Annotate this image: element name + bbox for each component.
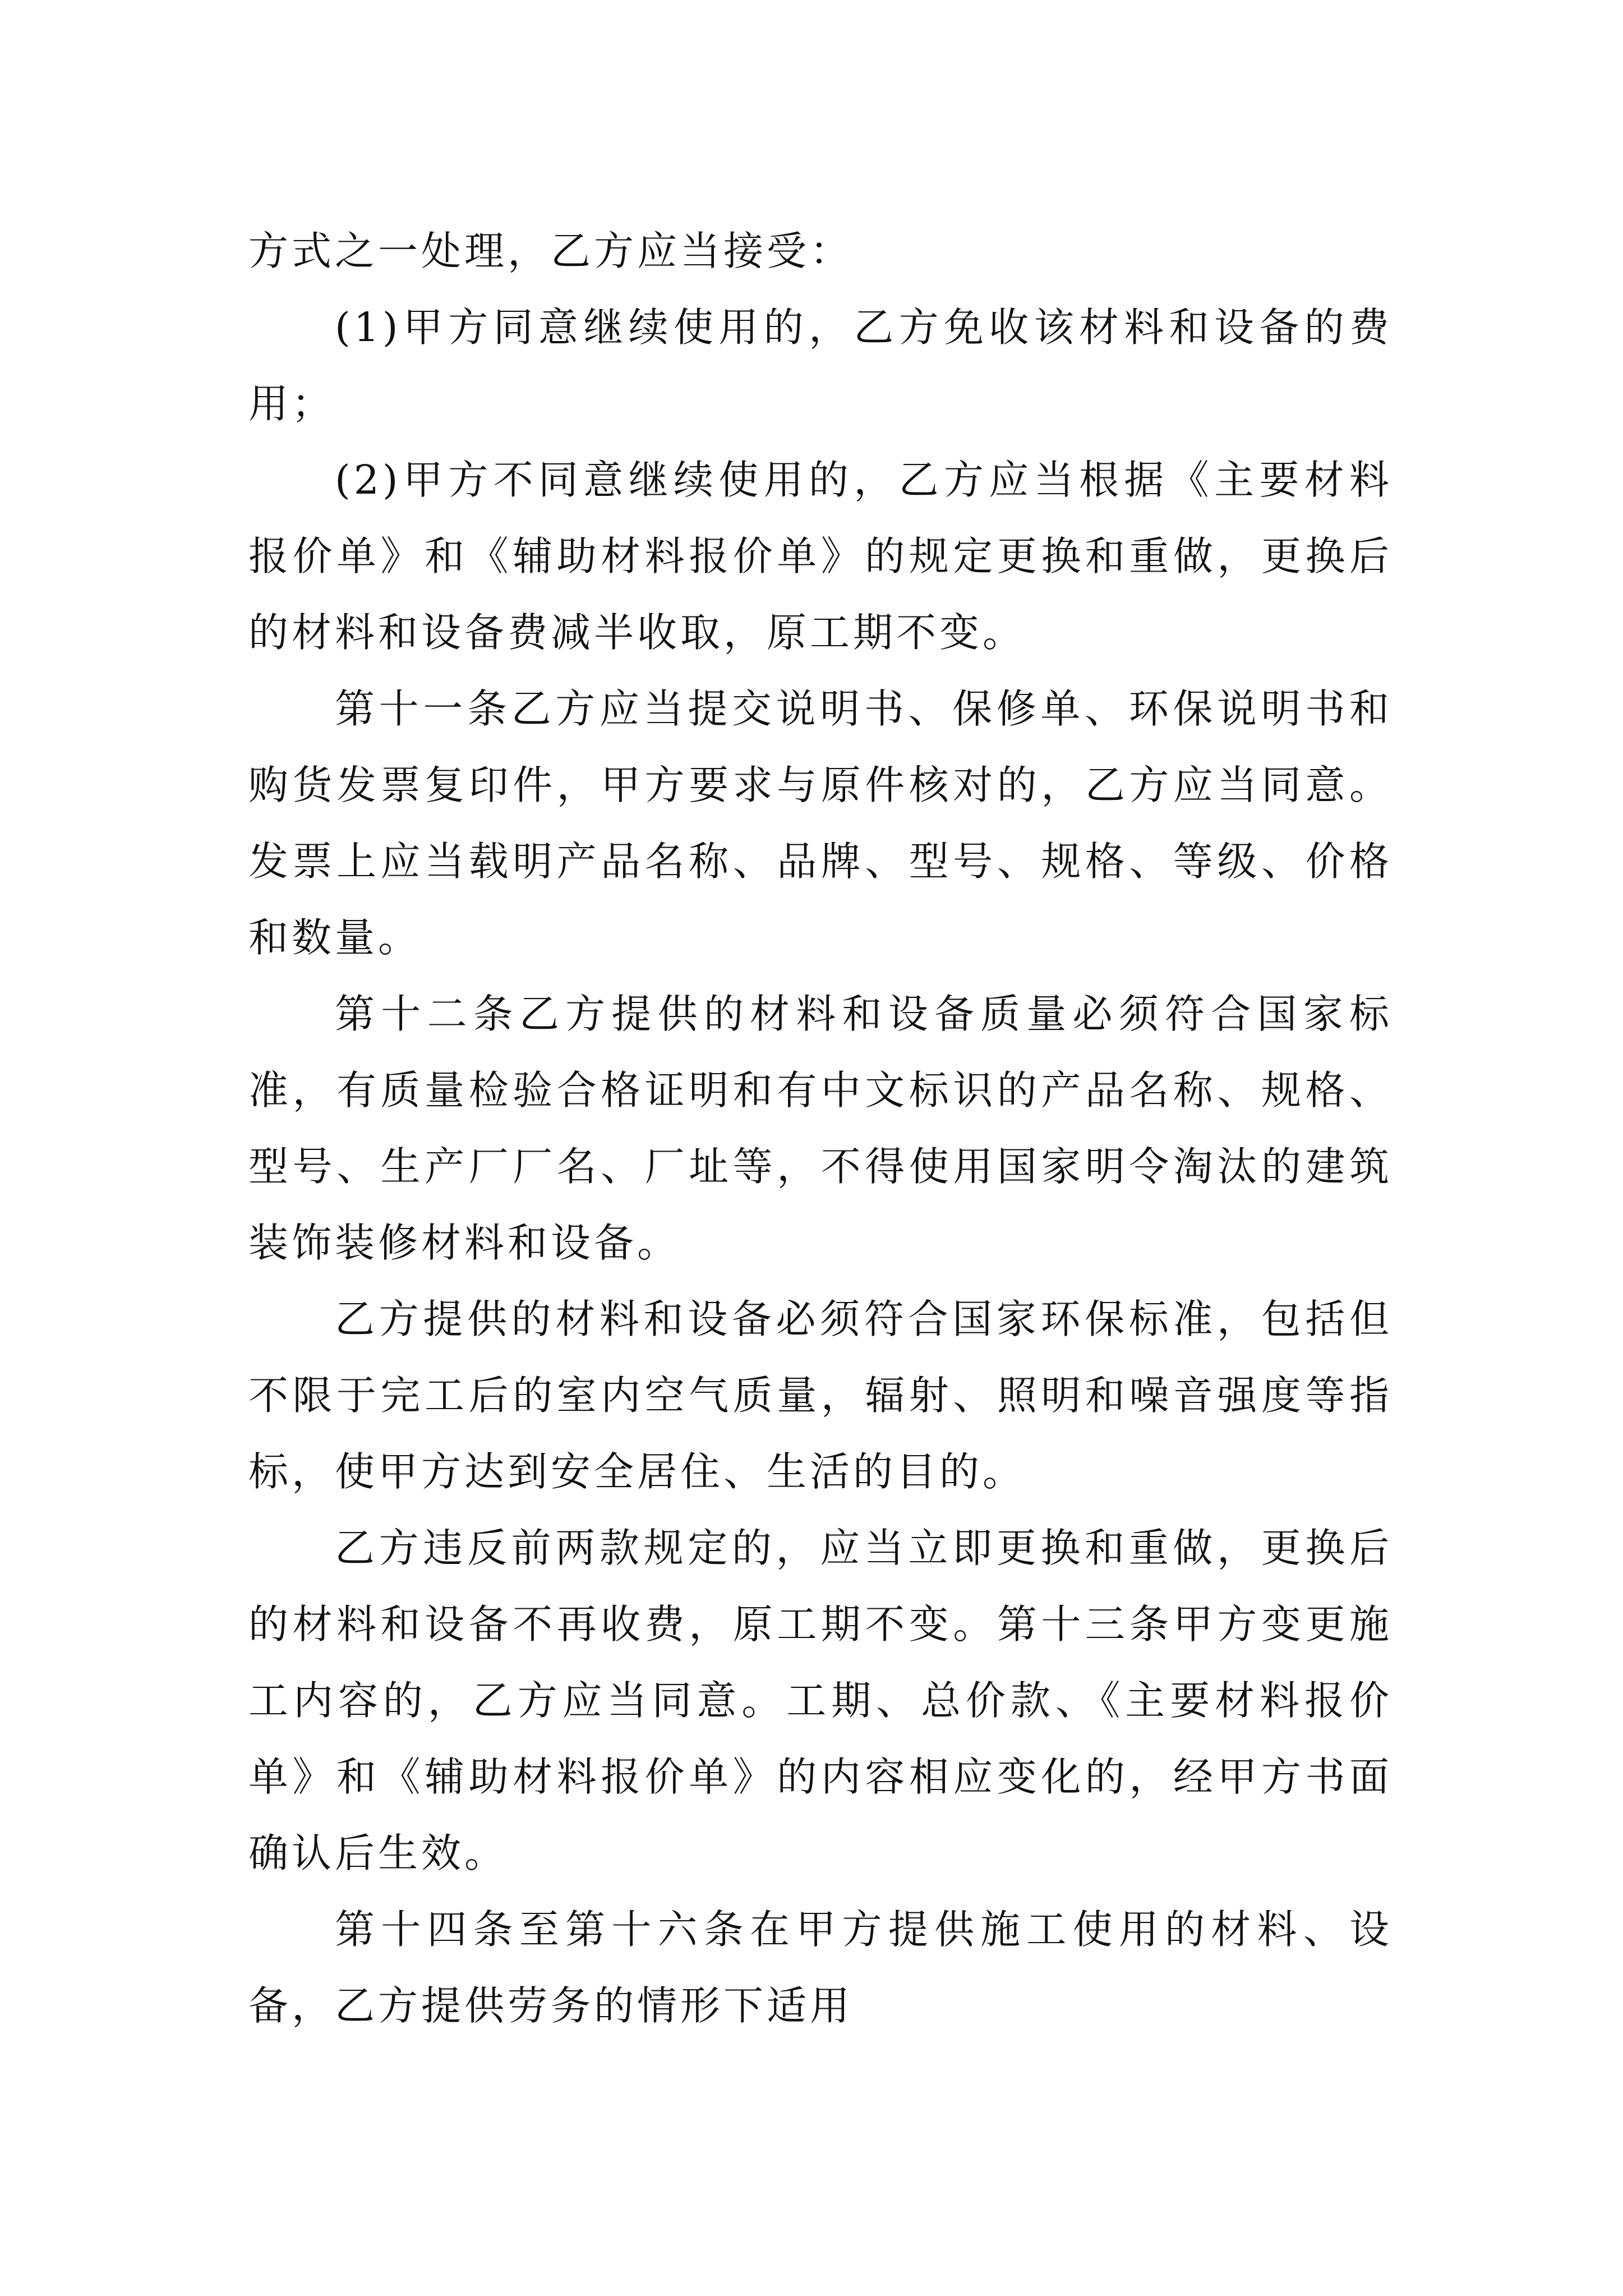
paragraph-continuation: 方式之一处理，乙方应当接受：	[248, 228, 854, 274]
paragraph-article-12: 第十二条乙方提供的材料和设备质量必须符合国家标准，有质量检验合格证明和有中文标识的产品名称、规格、型号、生产厂厂名、厂址等，不得使用国家明令淘汰的建筑装饰装修材料和设备。	[248, 991, 1393, 1266]
paragraph-environmental-standards: 乙方提供的材料和设备必须符合国家环保标准，包括但不限于完工后的室内空气质量，辐射、照明和噪音强度等指标，使甲方达到安全居住、生活的目的。	[248, 1296, 1393, 1495]
paragraph-item-1: (1)甲方同意继续使用的，乙方免收该材料和设备的费用；	[248, 304, 1393, 427]
document-body	[248, 213, 1393, 2044]
paragraph-item-2: (2)甲方不同意继续使用的，乙方应当根据《主要材料报价单》和《辅助材料报价单》的规定更换和重做，更换后的材料和设备费减半收取，原工期不变。	[248, 457, 1393, 656]
paragraph-article-11: 第十一条乙方应当提交说明书、保修单、环保说明书和购货发票复印件，甲方要求与原件核对的，乙方应当同意。发票上应当载明产品名称、品牌、型号、规格、等级、价格和数量。	[248, 685, 1393, 961]
paragraph-article-14-16: 第十四条至第十六条在甲方提供施工使用的材料、设备，乙方提供劳务的情形下适用	[248, 1906, 1393, 2029]
paragraph-violation-article-13: 乙方违反前两款规定的，应当立即更换和重做，更换后的材料和设备不再收费，原工期不变。第十三条甲方变更施工内容的，乙方应当同意。工期、总价款、《主要材料报价单》和《辅助材料报价单》的内容相应变化的，经甲方书面确认后生效。	[248, 1525, 1393, 1876]
